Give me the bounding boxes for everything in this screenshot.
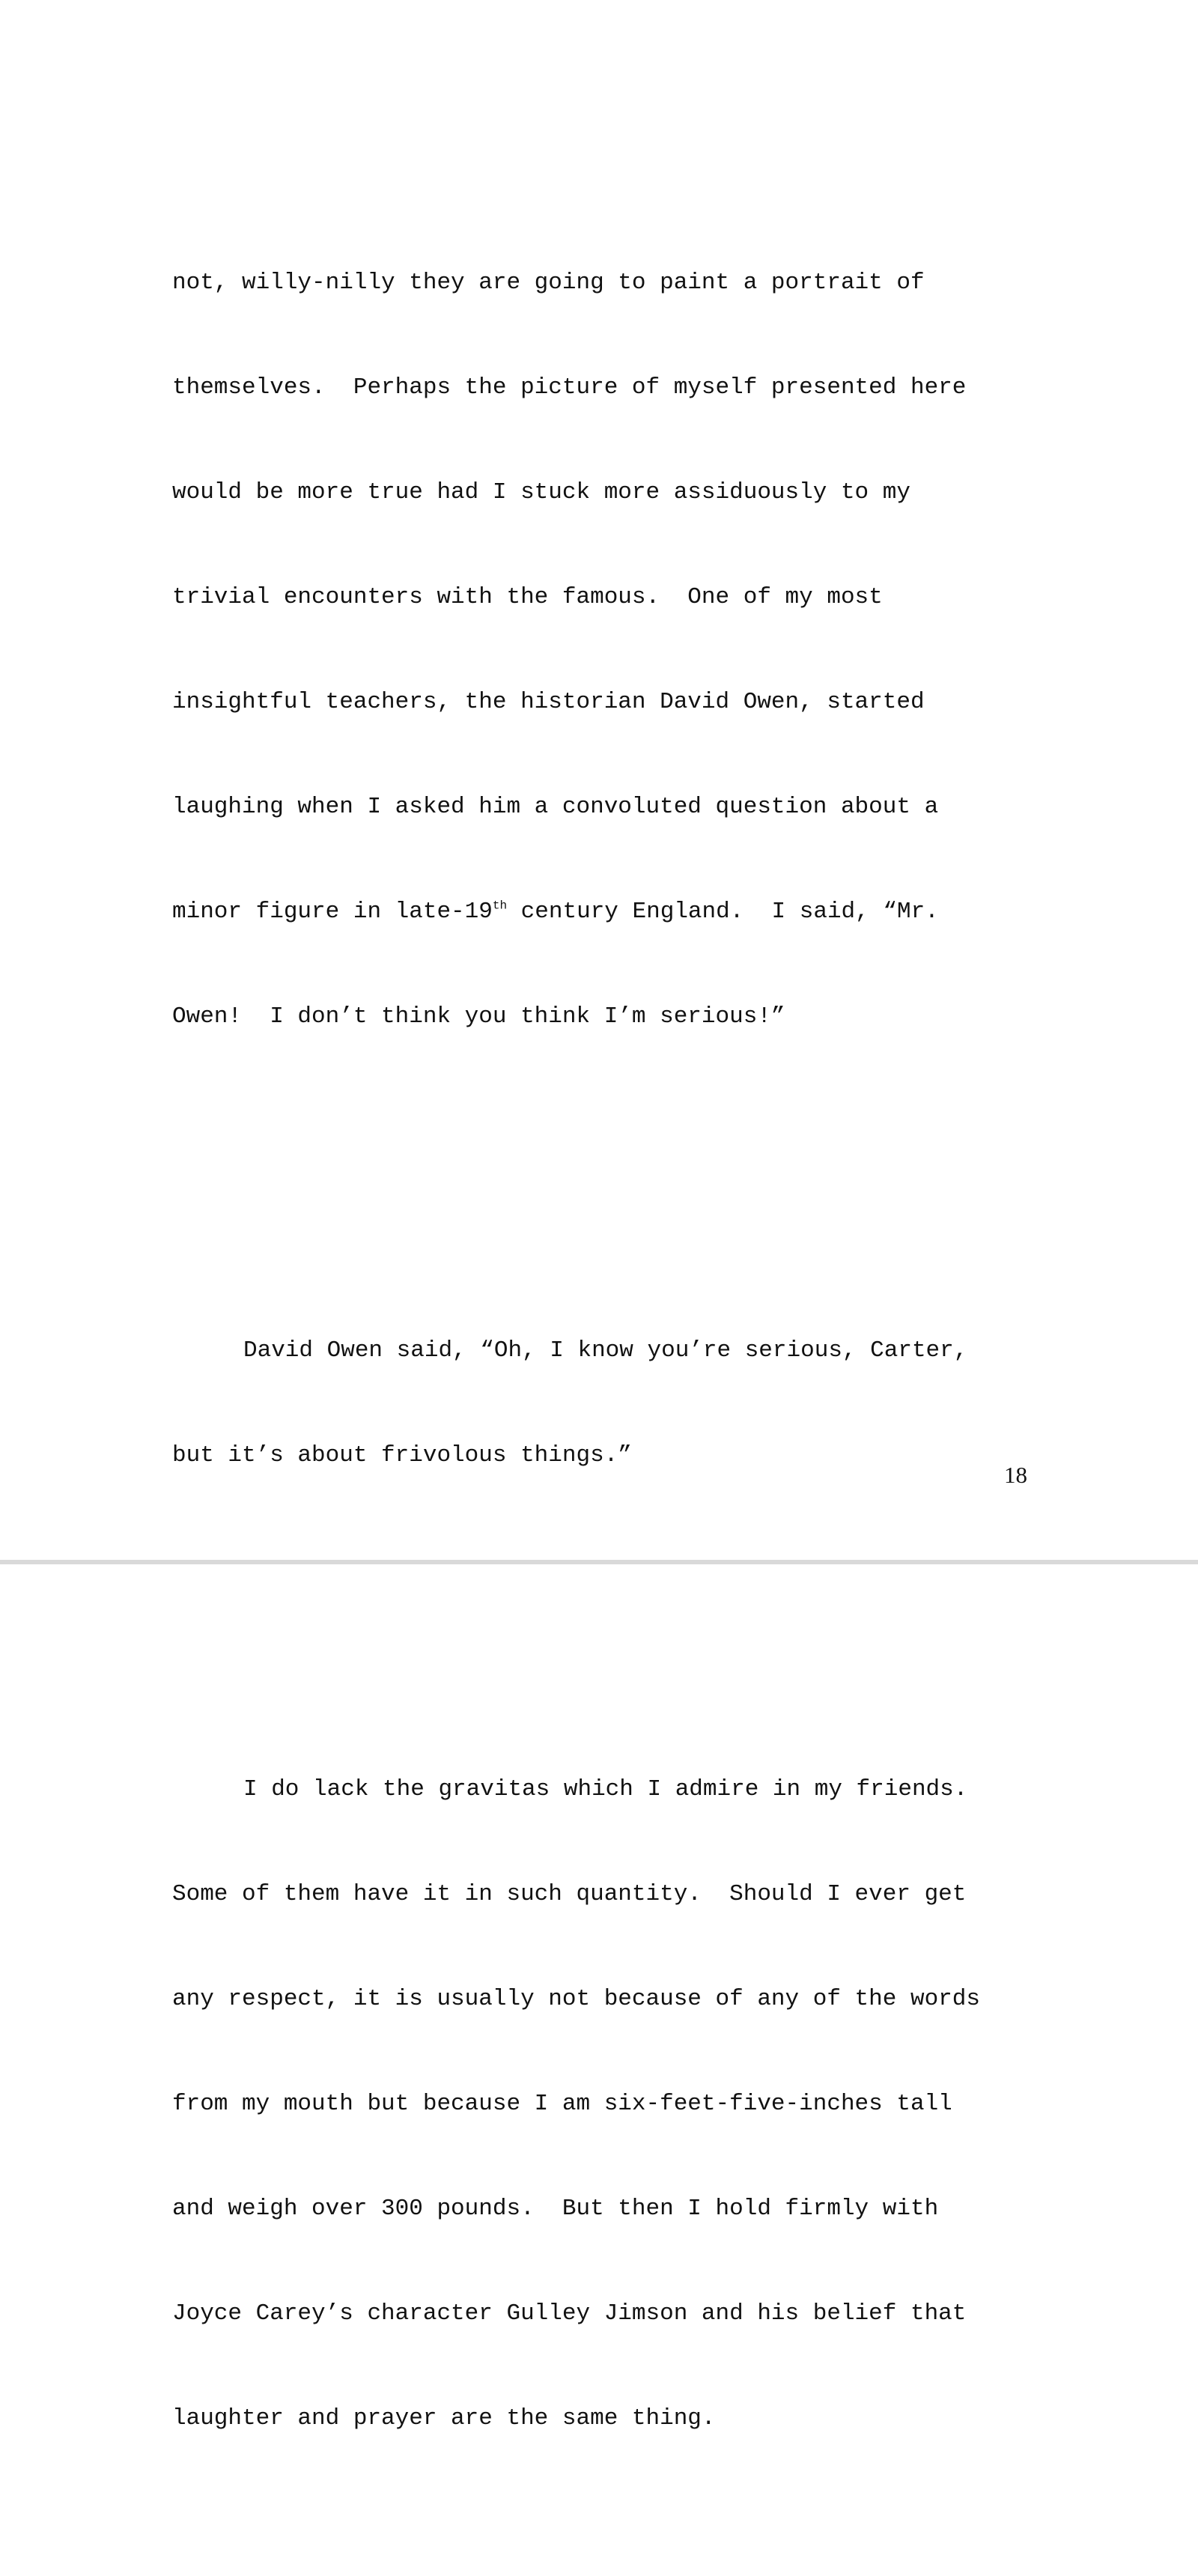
text-line: but it’s about frivolous things.” [172, 1442, 632, 1468]
text-line: themselves. Perhaps the picture of myself presented here [172, 374, 967, 401]
text-line: Joyce Carey’s character Gulley Jimson and his belief that [172, 2300, 967, 2327]
text-line: laughing when I asked him a convoluted question about a [172, 794, 939, 820]
body-text [172, 126, 1033, 2576]
text-line: David Owen said, “Oh, I know you’re serious, Carter, [243, 1337, 968, 1364]
text-line: from my mouth but because I am six-feet-five-inches tall [172, 2091, 952, 2117]
text-line: not, willy-nilly they are going to paint a portrait of [172, 270, 925, 296]
paragraph-spacer [172, 1174, 1033, 1194]
text-segment: minor figure in late-19 [172, 899, 493, 925]
paragraph-2 [172, 1272, 1033, 1534]
paragraph-3 [172, 1711, 1033, 2497]
text-line: any respect, it is usually not because of any of the words [172, 1986, 980, 2012]
text-segment: century England. I said, “Mr. [507, 899, 939, 925]
text-line: Owen! I don’t think you think I’m serious!” [172, 1003, 785, 1030]
text-line: and weigh over 300 pounds. But then I hold firmly with [172, 2196, 939, 2222]
text-line: would be more true had I stuck more assiduously to my [172, 479, 910, 505]
page-bottom-edge [0, 1560, 1198, 1564]
paragraph-spacer [172, 1613, 1033, 1632]
page-number: 18 [1004, 1462, 1027, 1488]
text-line: laughter and prayer are the same thing. [172, 2405, 716, 2431]
paragraph-1 [172, 204, 1033, 1096]
text-line-with-superscript [172, 886, 1033, 938]
ordinal-superscript: th [492, 899, 508, 913]
text-line: insightful teachers, the historian David Owen, started [172, 689, 925, 715]
text-line: I do lack the gravitas which I admire in my friends. [243, 1776, 968, 1802]
text-line: trivial encounters with the famous. One of my most [172, 584, 883, 610]
text-line: Some of them have it in such quantity. Should I ever get [172, 1881, 967, 1907]
